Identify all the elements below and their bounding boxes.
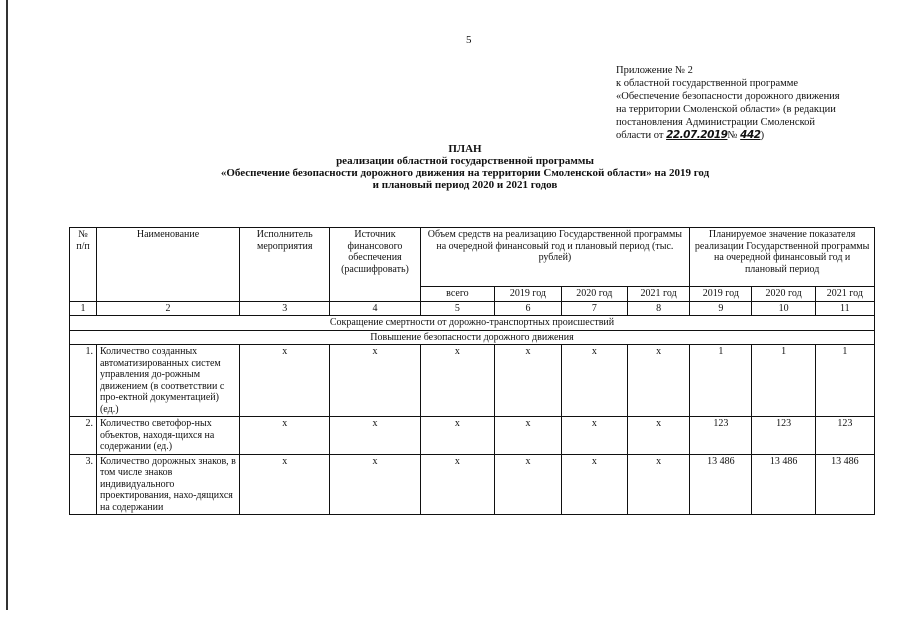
row-executor: х xyxy=(240,417,330,455)
table-header-row xyxy=(70,228,875,287)
appendix-date-prefix: области от xyxy=(616,130,664,141)
row-indicator-2019: 13 486 xyxy=(690,454,752,515)
column-number: 4 xyxy=(330,301,420,316)
header-num: № п/п xyxy=(70,228,97,302)
row-total: х xyxy=(420,417,495,455)
number-sign: № xyxy=(727,130,738,141)
row-2020: х xyxy=(561,345,627,417)
column-number: 10 xyxy=(752,301,815,316)
handwritten-date: 22.07.2019 xyxy=(666,129,728,141)
subsection-title: Повышение безопасности дорожного движения xyxy=(70,330,875,345)
row-2020: х xyxy=(561,417,627,455)
header-total: всего xyxy=(420,287,495,302)
row-indicator-2021: 1 xyxy=(815,345,874,417)
plan-table xyxy=(69,227,875,515)
appendix-block xyxy=(616,64,876,142)
appendix-line: к областной государственной программе xyxy=(616,78,799,89)
row-name: Количество дорожных знаков, в том числе знаков индивидуального проектирования, нахо-дящихся на содержании xyxy=(96,454,239,515)
column-number: 8 xyxy=(628,301,690,316)
row-2020: х xyxy=(561,454,627,515)
closing-paren: ) xyxy=(760,130,765,141)
column-number: 9 xyxy=(690,301,752,316)
row-indicator-2020: 123 xyxy=(752,417,815,455)
row-executor: х xyxy=(240,345,330,417)
row-indicator-2021: 123 xyxy=(815,417,874,455)
plan-subtitle: «Обеспечение безопасности дорожного движения на территории Смоленской области» на 2019 год xyxy=(220,167,710,179)
header-2021: 2021 год xyxy=(628,287,690,302)
appendix-line: Приложение № 2 xyxy=(616,65,693,76)
handwritten-number: 442 xyxy=(740,129,761,141)
row-num: 2. xyxy=(70,417,97,455)
section-row xyxy=(70,316,875,331)
header-indicator-2019: 2019 год xyxy=(690,287,752,302)
header-source: Источник финансового обеспечения (расшифровать) xyxy=(330,228,420,302)
row-2019: х xyxy=(495,417,561,455)
row-2021: х xyxy=(628,417,690,455)
header-funds: Объем средств на реализацию Государственной программы на очередной финансовый год и плановый период (тыс. рублей) xyxy=(420,228,690,287)
plan-title: ПЛАН xyxy=(448,143,482,155)
header-executor: Исполнитель мероприятия xyxy=(240,228,330,302)
scan-edge-mark xyxy=(6,0,8,610)
row-indicator-2019: 1 xyxy=(690,345,752,417)
column-number: 1 xyxy=(70,301,97,316)
row-executor: х xyxy=(240,454,330,515)
row-2021: х xyxy=(628,454,690,515)
row-total: х xyxy=(420,454,495,515)
row-total: х xyxy=(420,345,495,417)
column-number: 7 xyxy=(561,301,627,316)
appendix-line: «Обеспечение безопасности дорожного движения xyxy=(616,91,840,102)
column-number: 5 xyxy=(420,301,495,316)
row-indicator-2020: 13 486 xyxy=(752,454,815,515)
column-number: 11 xyxy=(815,301,874,316)
section-row xyxy=(70,330,875,345)
row-2021: х xyxy=(628,345,690,417)
row-num: 1. xyxy=(70,345,97,417)
header-indicator: Планируемое значение показателя реализации Государственной программы на очередной финансовый год и плановый период xyxy=(690,228,875,287)
table-row xyxy=(70,345,875,417)
row-2019: х xyxy=(495,454,561,515)
row-name: Количество созданных автоматизированных систем управления до-рожным движением (в соответствии с про-ектной документацией) (ед.) xyxy=(96,345,239,417)
plan-subtitle: и плановый период 2020 и 2021 годов xyxy=(372,179,558,191)
row-indicator-2019: 123 xyxy=(690,417,752,455)
plan-heading xyxy=(150,143,780,191)
header-2019: 2019 год xyxy=(495,287,561,302)
row-name: Количество светофор-ных объектов, находя-щихся на содержании (ед.) xyxy=(96,417,239,455)
row-indicator-2021: 13 486 xyxy=(815,454,874,515)
column-number: 6 xyxy=(495,301,561,316)
row-num: 3. xyxy=(70,454,97,515)
column-number-row xyxy=(70,301,875,316)
row-source: х xyxy=(330,417,420,455)
appendix-line: на территории Смоленской области» (в редакции xyxy=(616,104,836,115)
appendix-date-line xyxy=(616,129,876,142)
plan-subtitle: реализации областной государственной программы xyxy=(336,155,594,167)
header-indicator-2020: 2020 год xyxy=(752,287,815,302)
row-indicator-2020: 1 xyxy=(752,345,815,417)
page-number: 5 xyxy=(466,34,472,46)
column-number: 3 xyxy=(240,301,330,316)
header-2020: 2020 год xyxy=(561,287,627,302)
header-name: Наименование xyxy=(96,228,239,302)
header-indicator-2021: 2021 год xyxy=(815,287,874,302)
row-2019: х xyxy=(495,345,561,417)
appendix-line: постановления Администрации Смоленской xyxy=(616,117,816,128)
row-source: х xyxy=(330,345,420,417)
column-number: 2 xyxy=(96,301,239,316)
section-title: Сокращение смертности от дорожно-транспортных происшествий xyxy=(70,316,875,331)
table-row xyxy=(70,417,875,455)
table-row xyxy=(70,454,875,515)
row-source: х xyxy=(330,454,420,515)
